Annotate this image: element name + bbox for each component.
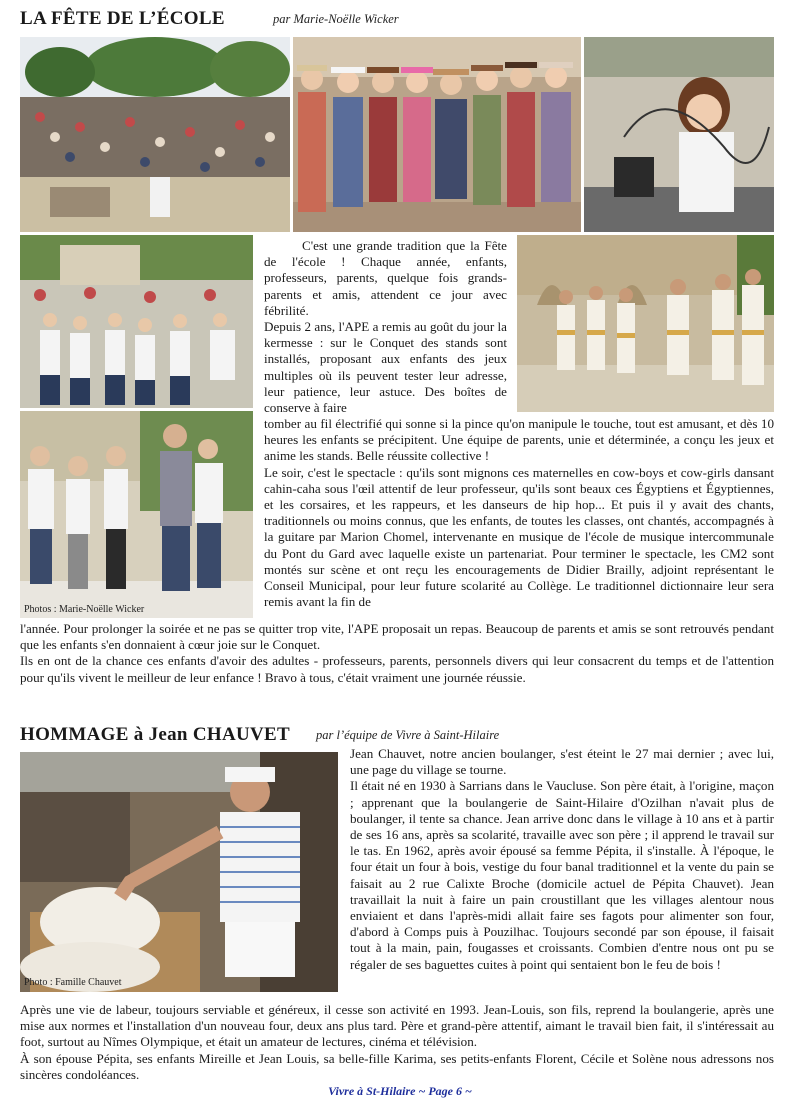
photo-egyptian-dancers	[517, 235, 774, 412]
photo-girl-wire-game	[584, 37, 774, 232]
article1-paragraph-1: C'est une grande tradition que la Fête de l'école ! Chaque année, enfants, professeurs, parents, quelque fois grands-parents et amis, attendent ce jour avec fébrilité.	[264, 238, 507, 318]
photo-children-singing	[20, 411, 253, 618]
article2-title: HOMMAGE à Jean CHAUVET	[20, 724, 290, 745]
article1-paragraph-3-end: l'année. Pour prolonger la soirée et ne pas se quitter trop vite, l'APE proposait un repas. Beaucoup de parents et amis se sont retrouvés pendant que les enfants s'en donnaient à cœur joie sur le Conquet.	[20, 621, 774, 653]
article2-photo-credit: Photo : Famille Chauvet	[24, 977, 122, 988]
article2-paragraph-4: À son épouse Pépita, ses enfants Mireille et Jean Louis, sa belle-fille Karima, ses petits-enfants Florent, Cécile et Solène nous adressons nos sincères condoléances.	[20, 1050, 774, 1082]
article1-text-full	[20, 621, 774, 686]
article1-paragraph-2-end: tomber au fil électrifié qui sonne si la pince qu'on manipule le touche, tout est amusant, et dès 10 heures les enfants se précipitent. Une équipe de parents, unie et déterminée, a conçu les jeux et anime les stands. Belle réussite collective !	[264, 416, 774, 464]
article2-text-column	[350, 746, 774, 973]
article2-text-full	[20, 1002, 774, 1083]
article1-paragraph-3-start: Le soir, c'est le spectacle : qu'ils sont mignons ces maternelles en cow-boys et cow-girls dansant cahin-caha sous l'œil attentif de leur professeur, qu'ils sont beaux ces Égyptiens et Égyptiennes, et les corsaires, et les rappeurs, et les danseurs de hip hop... Et puis il y avait des chants, traditionnels ou moins connus, que les enfants, de toutes les classes, ont chantés, accompagnés à la guitare par Marion Chomel, intervenante en musique de l'école de musique intercommunale du Pont du Gard avec laquelle existe un partenariat. Pour terminer le spectacle, les CM2 sont montés sur scène et ont reçu les encouragements de Didier Brailly, adjoint représentant le Conseil Municipal, pour leur future scolarité au Collège. Le traditionnel dictionnaire leur sera remis avant la fin de	[264, 464, 774, 610]
article1-text-column	[264, 238, 507, 416]
article2-paragraph-1: Jean Chauvet, notre ancien boulanger, s'est éteint le 27 mai dernier ; avec lui, une page du village se tourne.	[350, 746, 774, 778]
article2-paragraph-3: Après une vie de labeur, toujours serviable et généreux, il cesse son activité en 1993. Jean-Louis, son fils, reprend la boulangerie, après une mise aux normes et l'installation d'un nouveau four, deux ans plus tard. Père et grand-père attentif, aimant le travail bien fait, il s'intéressait au foot, surtout au Nîmes Olympique, et était un amateur de lectures, cinéma et télévision.	[20, 1002, 774, 1050]
article1-paragraph-2-start: Depuis 2 ans, l'APE a remis au goût du jour la kermesse : sur le Conquet des stands sont installés, proposant aux enfants des jeux multiples où ils peuvent tester leur adresse, leur patience, leur astuce. Des boîtes de conserve à faire	[264, 319, 507, 416]
photo-crowd-spectators	[20, 37, 290, 232]
photo-children-group	[20, 235, 253, 408]
article2-byline: par l’équipe de Vivre à Saint-Hilaire	[316, 728, 500, 742]
article1-byline: par Marie-Noëlle Wicker	[273, 12, 399, 26]
article1-title: LA FÊTE DE L’ÉCOLE	[20, 8, 225, 29]
photo-baker-jean-chauvet	[20, 752, 338, 992]
article1-paragraph-4: Ils en ont de la chance ces enfants d'avoir des adultes - professeurs, parents, personnels divers qui leur consacrent du temps et de l'attention pour qu'ils vivent le meilleur de leur enfance ! Bravo à tous, c'était vraiment une journée réussie.	[20, 653, 774, 685]
article2-paragraph-2: Il était né en 1930 à Sarrians dans le Vaucluse. Son père était, à l'origine, maçon ; apprenant que la boulangerie de Saint-Hilaire d'Ozilhan n'avait plus de boulanger, il tente sa chance. Jean arrive donc dans le village à 10 ans et à partir de ses 16 ans, après sa scolarité, travaille avec son père ; il apprend le travail sur le tas. En 1962, après avoir épousé sa femme Pépita, il s'installe. À l'époque, le four était un four à bois, vestige du four banal traditionnel et la vente du pain se faisait au 2 rue Calixte Broche (domicile actuel de Pépita Chauvet). Jean travaillait la nuit à faire un pain croustillant que les villages alentour nous enviaient et dans l'après-midi allait faire ses fagots pour alimenter son four, d'abord à Comps puis à Pouzilhac. Toujours secondé par son épouse, il faisait tout à la main, pain, fougasses et croissants. Combien d'entre nous ont pu se régaler de ses baguettes cuites à point qui sentaient bon le feu de bois !	[350, 778, 774, 972]
article1-text-wide	[264, 416, 774, 610]
article1-photo-credit: Photos : Marie-Noëlle Wicker	[24, 604, 145, 615]
photo-cowboy-children	[293, 37, 581, 232]
page-footer: Vivre à St-Hilaire ~ Page 6 ~	[328, 1084, 472, 1098]
